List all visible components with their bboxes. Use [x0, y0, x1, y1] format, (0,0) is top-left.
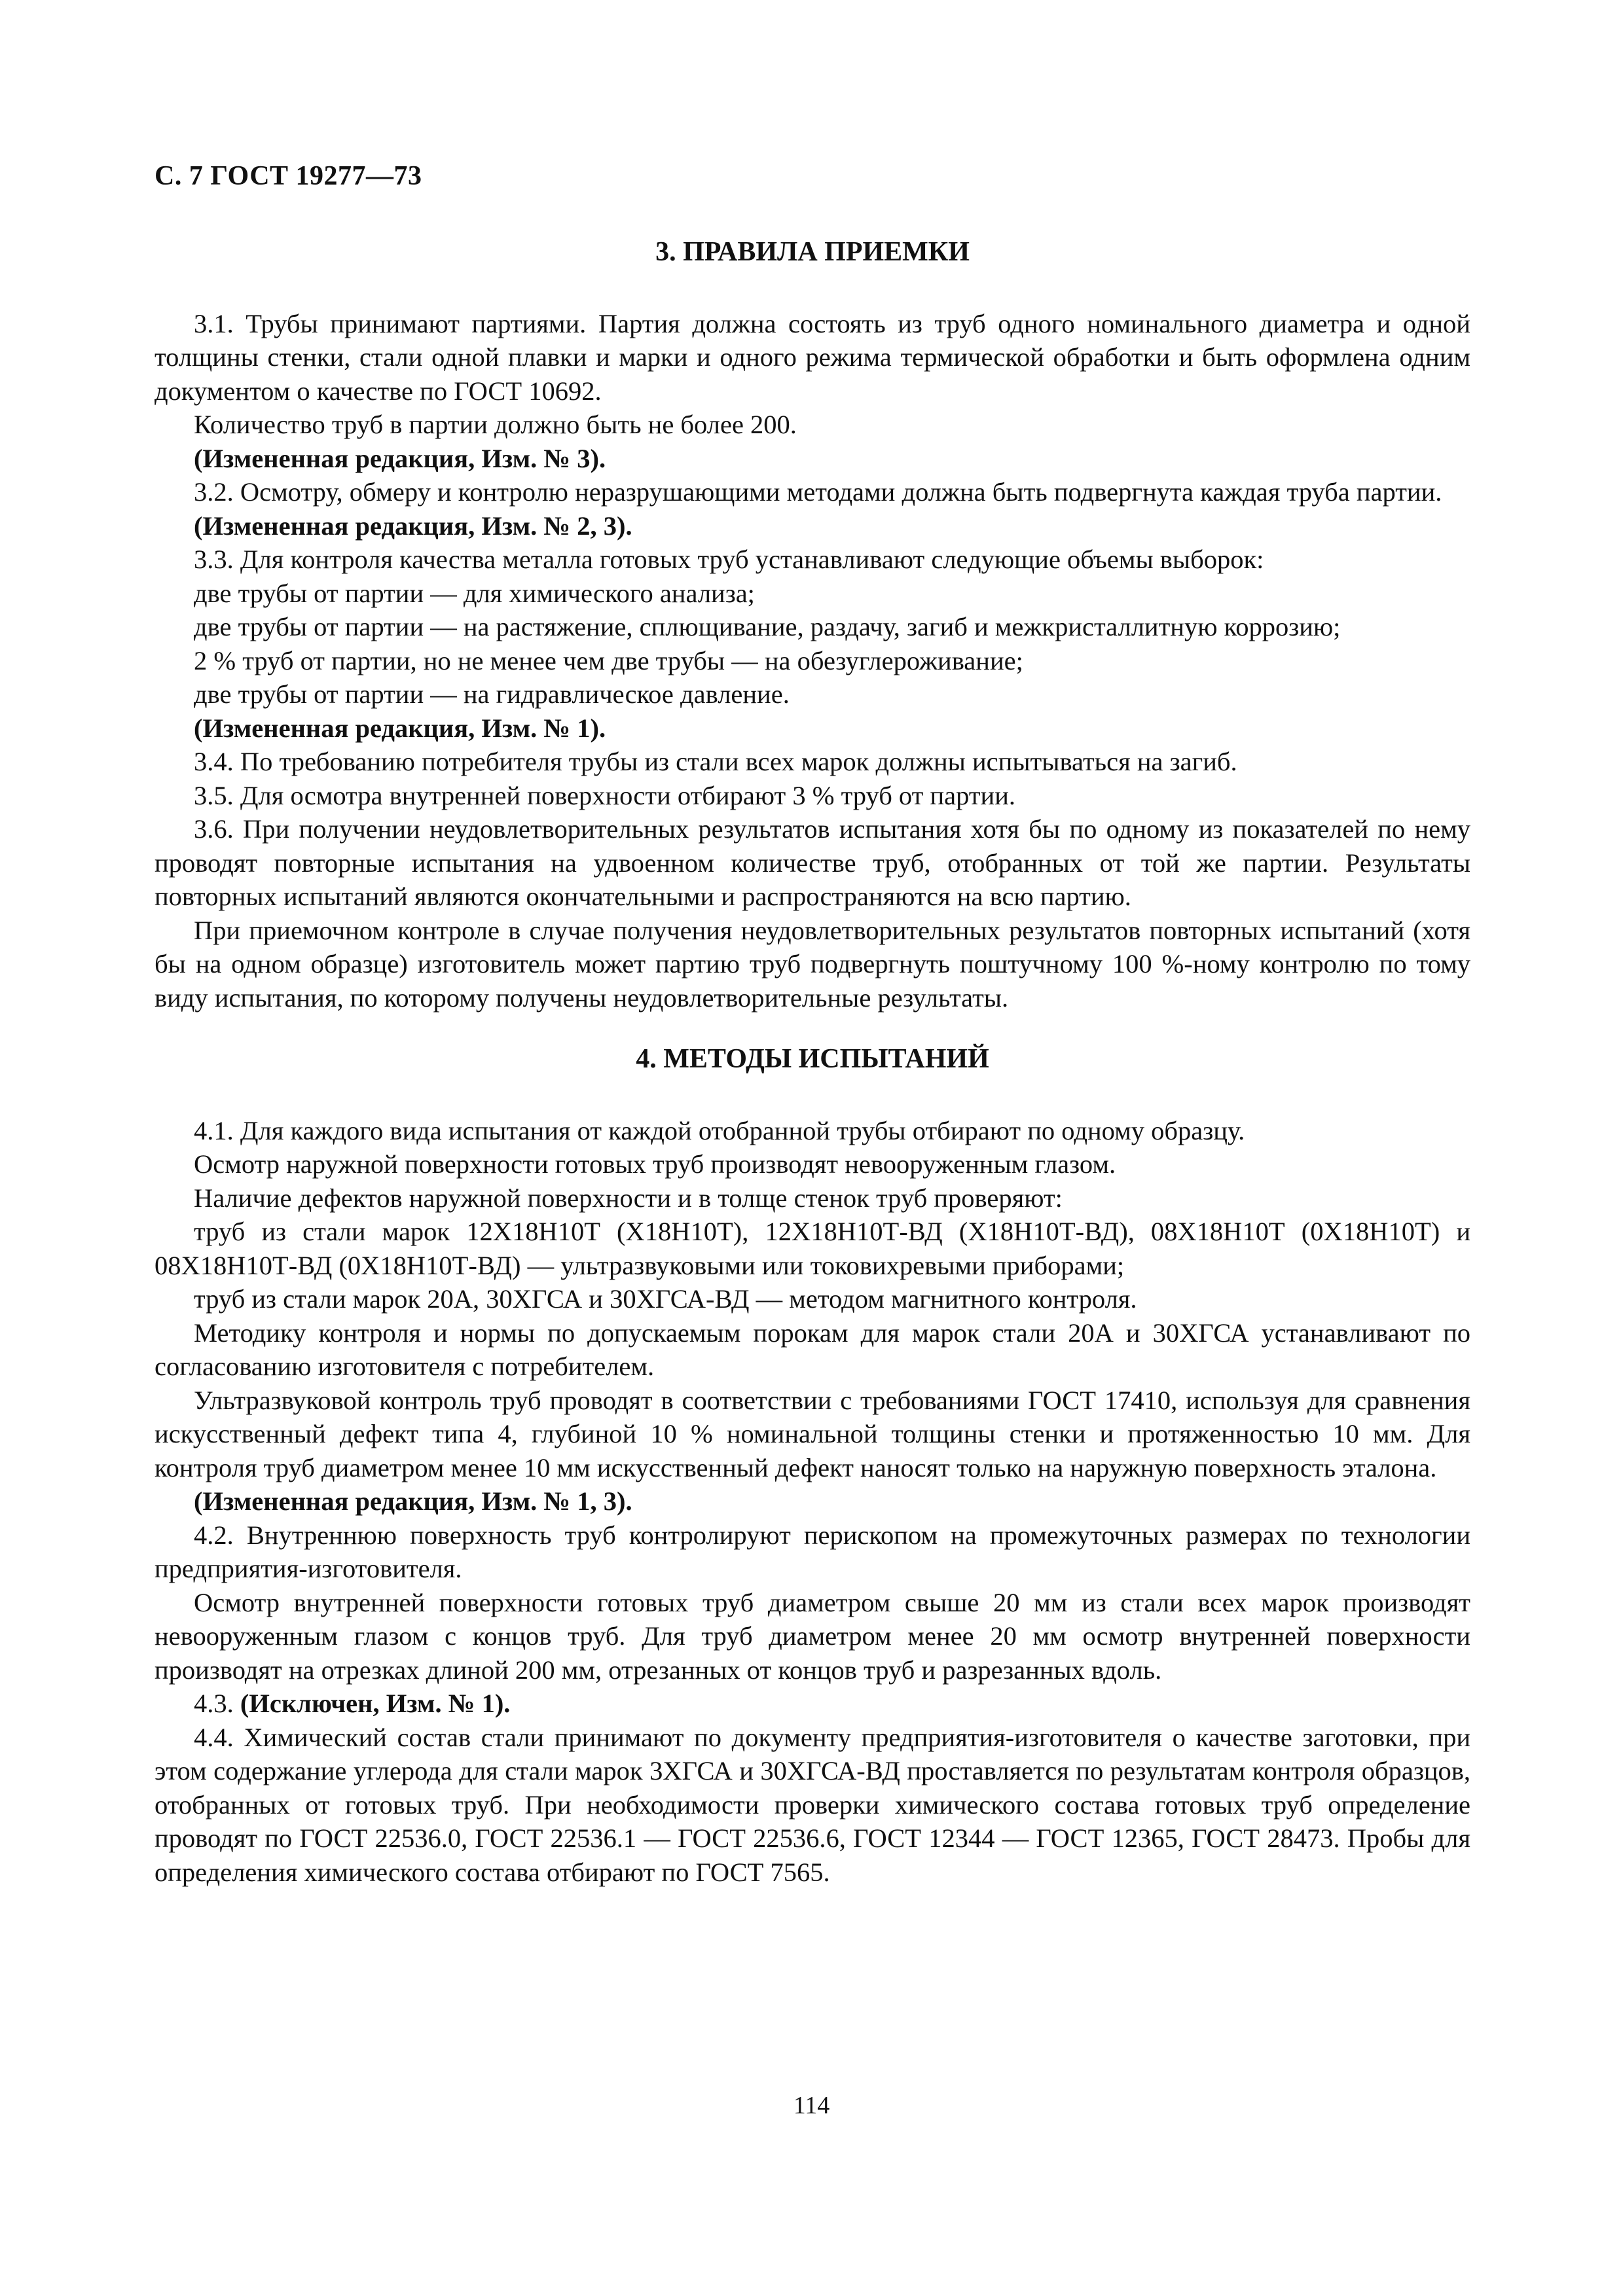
para-3-4: 3.4. По требованию потребителя трубы из стали всех марок должны испытываться на загиб. [194, 747, 1237, 776]
para-4-1-defects: Наличие дефектов наружной поверхности и в толще стенок труб проверяют: [194, 1183, 1063, 1213]
para-4-1-magnetic: труб из стали марок 20А, 30ХГСА и 30ХГСА-ВД — методом магнитного контроля. [194, 1284, 1137, 1314]
section-3-title: 3. ПРАВИЛА ПРИЕМКИ [655, 237, 970, 267]
para-4-1: 4.1. Для каждого вида испытания от каждой отобранной трубы отбирают по одному образцу. [194, 1115, 1245, 1145]
para-4-2-inner: Осмотр внутренней поверхности готовых труб диаметром свыше 20 мм из стали всех марок производят невооруженным глазом с концов труб. Для труб диаметром менее 20 мм осмотр внутренней поверхности производят на отрезках длиной 200 мм, отрезанных от концов труб и разрезанных вдоль. [155, 1587, 1470, 1685]
amendment-note: (Измененная редакция, Изм. № 3). [194, 443, 606, 473]
sample-item: две трубы от партии — на гидравлическое давление. [194, 679, 790, 709]
para-3-5: 3.5. Для осмотра внутренней поверхности отбирают 3 % труб от партии. [194, 780, 1016, 810]
para-3-2: 3.2. Осмотру, обмеру и контролю неразрушающими методами должна быть подвергнута каждая труба партии. [194, 477, 1442, 507]
sample-item: 2 % труб от партии, но не менее чем две трубы — на обезуглероживание; [194, 645, 1023, 675]
para-3-3: 3.3. Для контроля качества металла готовых труб устанавливают следующие объемы выборок: [194, 545, 1264, 574]
para-4-3 [155, 1687, 1470, 1721]
para-4-1-outer: Осмотр наружной поверхности готовых труб производят невооруженным глазом. [194, 1149, 1116, 1179]
para-4-3-number: 4.3. [194, 1689, 234, 1718]
sample-item: две трубы от партии — на растяжение, сплющивание, раздачу, загиб и межкристаллитную коррозию; [194, 612, 1341, 641]
section-4-title: 4. МЕТОДЫ ИСПЫТАНИЙ [636, 1044, 989, 1074]
page-number: 114 [793, 2092, 830, 2119]
para-3-6: 3.6. При получении неудовлетворительных результатов испытания хотя бы по одному из показателей по нему проводят повторные испытания на удвоенном количестве труб, отобранных от той же партии. Результаты повторных испытаний являются окончательными и распространяются на всю партию. [155, 814, 1470, 911]
amendment-note: (Измененная редакция, Изм. № 1, 3). [194, 1486, 632, 1516]
page-body [155, 236, 1470, 1889]
para-3-6-acceptance: При приемочном контроле в случае получения неудовлетворительных результатов повторных испытаний (хотя бы на одном образце) изготовитель может партию труб подвергнуть поштучному 100 %-ному контролю по тому виду испытания, по которому получены неудовлетворительные результаты. [155, 915, 1470, 1013]
sample-item: две трубы от партии — для химического анализа; [194, 578, 755, 608]
para-3-1: 3.1. Трубы принимают партиями. Партия должна состоять из труб одного номинального диаметра и одной толщины стенки, стали одной плавки и марки и одного режима термической обработки и быть оформлена одним документом о качестве по ГОСТ 10692. [155, 308, 1470, 406]
amendment-note: (Измененная редакция, Изм. № 2, 3). [194, 511, 632, 541]
para-4-1-ultrasonic: труб из стали марок 12Х18Н10Т (Х18Н10Т), 12Х18Н10Т-ВД (Х18Н10Т-ВД), 08Х18Н10Т (0Х18Н10Т) и 08Х18Н10Т-ВД (0Х18Н10Т-ВД) — ультразвуковыми или токовихревыми приборами; [155, 1217, 1470, 1280]
page-header: С. 7 ГОСТ 19277—73 [155, 161, 422, 191]
para-4-1-ut-control: Ультразвуковой контроль труб проводят в соответствии с требованиями ГОСТ 17410, используя для сравнения искусственный дефект типа 4, глубиной 10 % номинальной толщины стенки и протяженностью 10 мм. Для контроля труб диаметром менее 10 мм искусственный дефект наносят только на наружную поверхность эталона. [155, 1385, 1470, 1482]
para-4-3-excluded: (Исключен, Изм. № 1). [240, 1689, 511, 1718]
para-4-4: 4.4. Химический состав стали принимают по документу предприятия-изготовителя о качестве заготовки, при этом содержание углерода для стали марок 3ХГСА и 30ХГСА-ВД проставляется по результатам контроля образцов, отобранных от готовых труб. При необходимости проверки химического состава готовых труб определение проводят по ГОСТ 22536.0, ГОСТ 22536.1 — ГОСТ 22536.6, ГОСТ 12344 — ГОСТ 12365, ГОСТ 28473. Пробы для определения химического состава отбирают по ГОСТ 7565. [155, 1722, 1470, 1887]
amendment-note: (Измененная редакция, Изм. № 1). [194, 713, 606, 743]
para-3-1-qty: Количество труб в партии должно быть не более 200. [194, 410, 797, 439]
para-4-1-method: Методику контроля и нормы по допускаемым порокам для марок стали 20А и 30ХГСА устанавливают по согласованию изготовителя с потребителем. [155, 1318, 1470, 1381]
para-4-2: 4.2. Внутреннюю поверхность труб контролируют перископом на промежуточных размерах по технологии предприятия-изготовителя. [155, 1520, 1470, 1583]
